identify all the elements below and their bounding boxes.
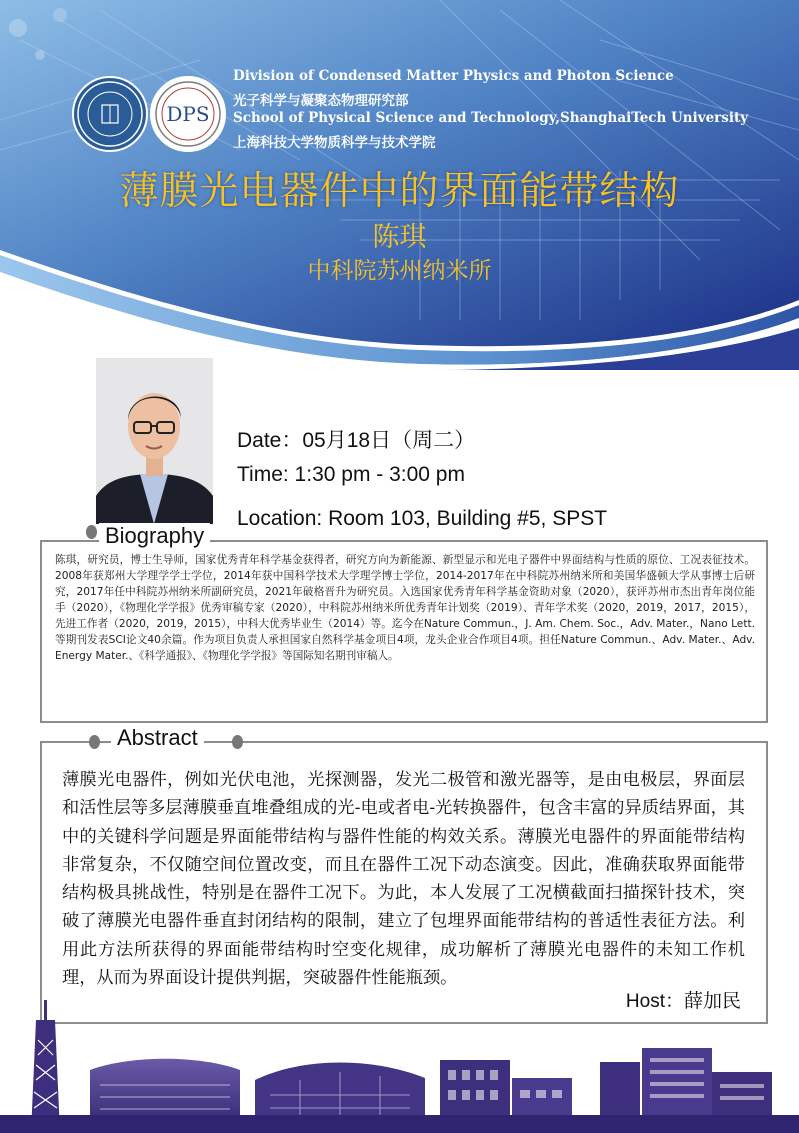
biography-title: Biography bbox=[99, 523, 210, 549]
division-english: Division of Condensed Matter Physics and Photon Science bbox=[233, 68, 674, 84]
biography-title-knob bbox=[86, 525, 97, 539]
talk-date: Date：05月18日（周二） bbox=[237, 429, 476, 452]
speaker-affiliation: 中科院苏州纳米所 bbox=[307, 258, 492, 284]
abstract-title: Abstract bbox=[111, 725, 204, 751]
footer-skyline bbox=[0, 1000, 799, 1133]
abstract-title-knob-left bbox=[89, 735, 100, 749]
speaker-name: 陈琪 bbox=[372, 222, 427, 253]
dps-logo bbox=[150, 76, 226, 152]
talk-title: 薄膜光电器件中的界面能带结构 bbox=[119, 169, 680, 214]
dps-logo-text: DPS bbox=[166, 102, 210, 126]
abstract-title-knob-right bbox=[232, 735, 243, 749]
biography-text: 陈琪，研究员，博士生导师，国家优秀青年科学基金获得者，研究方向为新能源、新型显示和光电子器件中界面结构与性质的原位、工况表征技术。2008年获郑州大学理学学士学位，2014年获中国科学技术大学理学博士学位，2014-2017年在中科院苏州纳米所和美国华盛顿大学从事博士后研究，2017年任中科院苏州纳米所副研究员，2021年破格晋升为研究员。入选国家优秀青年科学基金资助对象（2020），获评苏州市杰出青年岗位能手（2020），《物理化学学报》优秀审稿专家（2020），中科院苏州纳米所优秀青年计划奖（2019）、青年学术奖（2020，2019，2017，2015），先进工作者（2020，2019，2015），中科大优秀毕业生（2014）等。迄今在Nature Commun.，J. Am. Chem. Soc.，Adv. Mater.，Nano Lett.等期刊发表SCI论文40余篇。作为项目负责人承担国家自然科学基金项目4项，龙头企业合作项目4项。担任Nature Commun.、Adv. Mater.、Adv. Energy Mater.、《科学通报》、《物理化学学报》等国际知名期刊审稿人。 bbox=[55, 554, 755, 662]
talk-location: Location: Room 103, Building #5, SPST bbox=[237, 507, 608, 530]
school-chinese: 上海科技大学物质科学与技术学院 bbox=[233, 135, 436, 151]
speaker-photo bbox=[96, 358, 213, 524]
school-english: School of Physical Science and Technology,ShanghaiTech University bbox=[233, 110, 749, 126]
abstract-text: 薄膜光电器件，例如光伏电池，光探测器，发光二极管和激光器等，是由电极层，界面层和活性层等多层薄膜垂直堆叠组成的光-电或者电-光转换器件，包含丰富的异质结界面，其中的关键科学问题是界面能带结构与器件性能的构效关系。薄膜光电器件的界面能带结构非常复杂，不仅随空间位置改变，而且在器件工况下动态演变。因此，准确获取界面能带结构极具挑战性，特别是在器件工况下。为此，本人发展了工况横截面扫描探针技术，突破了薄膜光电器件垂直封闭结构的限制，建立了包埋界面能带结构的普适性表征方法。利用此方法所获得的界面能带结构时空变化规律，成功解析了薄膜光电器件的未知工作机理，从而为界面设计提供判据，突破器件性能瓶颈。 bbox=[62, 770, 745, 989]
talk-time: Time: 1:30 pm - 3:00 pm bbox=[237, 463, 465, 486]
host-name: Host：薛加民 bbox=[625, 991, 741, 1012]
shanghaitech-logo bbox=[72, 76, 148, 152]
division-chinese: 光子科学与凝聚态物理研究部 bbox=[233, 93, 409, 109]
